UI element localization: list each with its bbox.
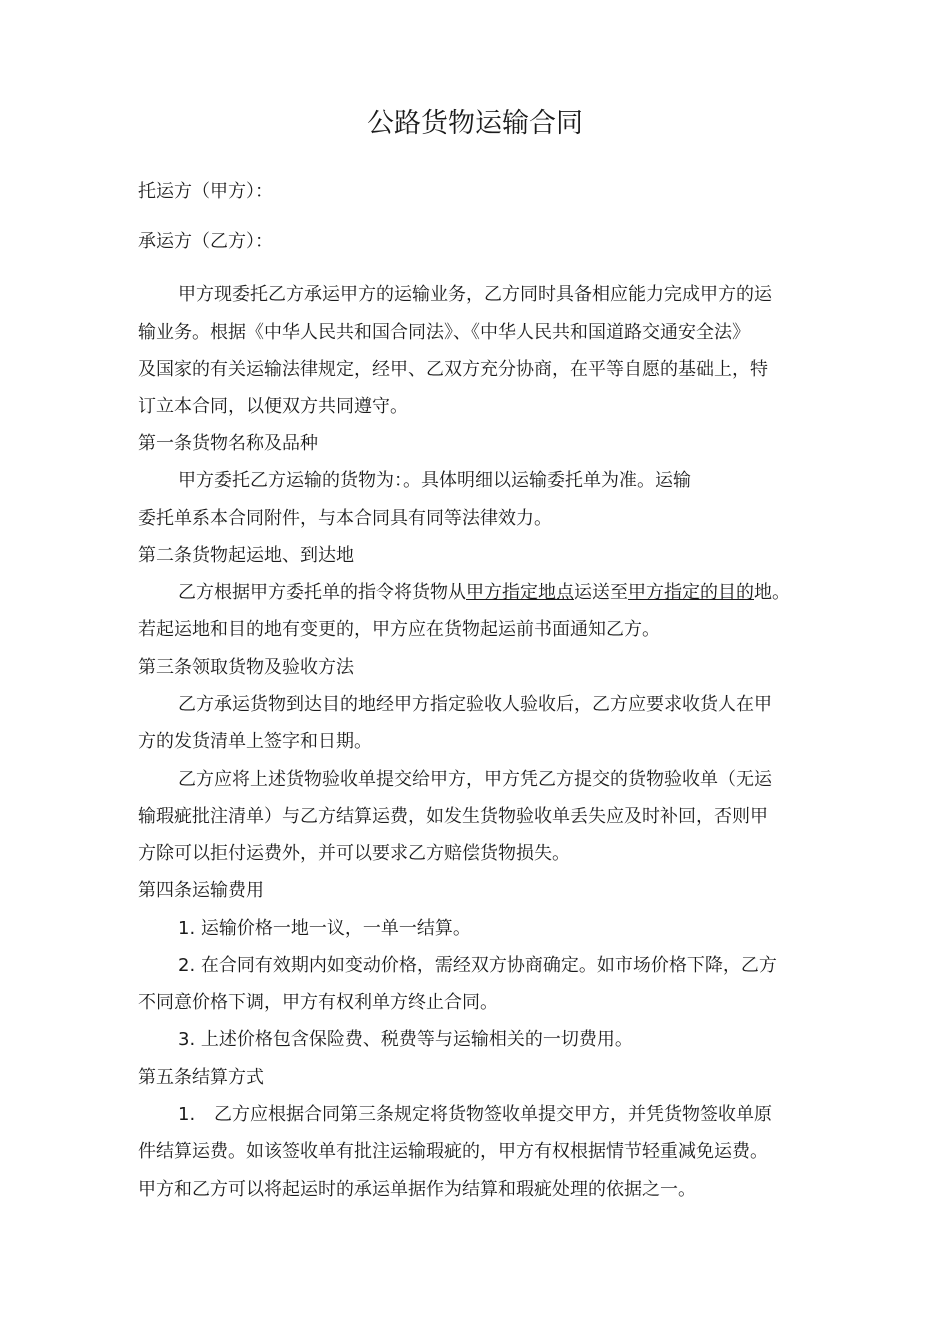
document-title: 公路货物运输合同 xyxy=(367,108,583,139)
origin-underlined: 甲方指定地点 xyxy=(466,582,574,603)
intro-line: 订立本合同，以便双方共同遵守。 xyxy=(138,396,408,417)
article-3-line: 乙方承运货物到达目的地经甲方指定验收人验收后，乙方应要求收货人在甲 xyxy=(178,694,772,715)
article-3-heading: 第三条领取货物及验收方法 xyxy=(138,657,354,678)
intro-line: 及国家的有关运输法律规定，经甲、乙双方充分协商，在平等自愿的基础上，特 xyxy=(138,359,768,380)
article-2-line: 若起运地和目的地有变更的，甲方应在货物起运前书面通知乙方。 xyxy=(138,619,660,640)
article-5-line: 乙方应根据合同第三条规定将货物签收单提交甲方，并凭货物签收单原 xyxy=(214,1104,772,1125)
article-2-text: 乙方根据甲方委托单的指令将货物从 xyxy=(178,582,466,603)
intro-line: 输业务。根据《中华人民共和国合同法》、《中华人民共和国道路交通安全法》 xyxy=(138,322,750,343)
article-1-line: 甲方委托乙方运输的货物为：。具体明细以运输委托单为准。运输 xyxy=(178,470,691,491)
intro-line: 甲方现委托乙方承运甲方的运输业务，乙方同时具备相应能力完成甲方的运 xyxy=(178,284,772,305)
article-3-line: 乙方应将上述货物验收单提交给甲方，甲方凭乙方提交的货物验收单（无运 xyxy=(178,769,772,790)
article-3-line: 方的发货清单上签字和日期。 xyxy=(138,731,372,752)
article-2-line xyxy=(178,580,790,606)
article-3-line: 输瑕疵批注清单）与乙方结算运费，如发生货物验收单丢失应及时补回，否则甲 xyxy=(138,806,768,827)
article-1-heading: 第一条货物名称及品种 xyxy=(138,433,318,454)
consignor-label: 托运方（甲方）： xyxy=(138,181,273,202)
article-2-text: 运送至 xyxy=(574,582,628,603)
article-4-line: 不同意价格下调，甲方有权利单方终止合同。 xyxy=(138,992,498,1013)
article-5-heading: 第五条结算方式 xyxy=(138,1067,264,1088)
article-4-line: 3. 上述价格包含保险费、税费等与运输相关的一切费用。 xyxy=(178,1029,633,1050)
article-5-line: 甲方和乙方可以将起运时的承运单据作为结算和瑕疵处理的依据之一。 xyxy=(138,1179,696,1200)
article-5-line: 件结算运费。如该签收单有批注运输瑕疵的，甲方有权根据情节轻重减免运费。 xyxy=(138,1141,768,1162)
article-3-line: 方除可以拒付运费外，并可以要求乙方赔偿货物损失。 xyxy=(138,843,570,864)
article-4-line: 1. 运输价格一地一议，一单一结算。 xyxy=(178,918,471,939)
destination-underlined: 甲方指定的目的 xyxy=(628,582,754,603)
article-5-item-number: 1. xyxy=(178,1104,196,1125)
article-1-line: 委托单系本合同附件，与本合同具有同等法律效力。 xyxy=(138,508,552,529)
article-4-line: 2. 在合同有效期内如变动价格，需经双方协商确定。如市场价格下降，乙方 xyxy=(178,955,777,976)
article-4-heading: 第四条运输费用 xyxy=(138,880,264,901)
carrier-label: 承运方（乙方）： xyxy=(138,231,273,252)
article-2-heading: 第二条货物起运地、到达地 xyxy=(138,545,354,566)
article-2-text: 地。 xyxy=(754,582,790,603)
